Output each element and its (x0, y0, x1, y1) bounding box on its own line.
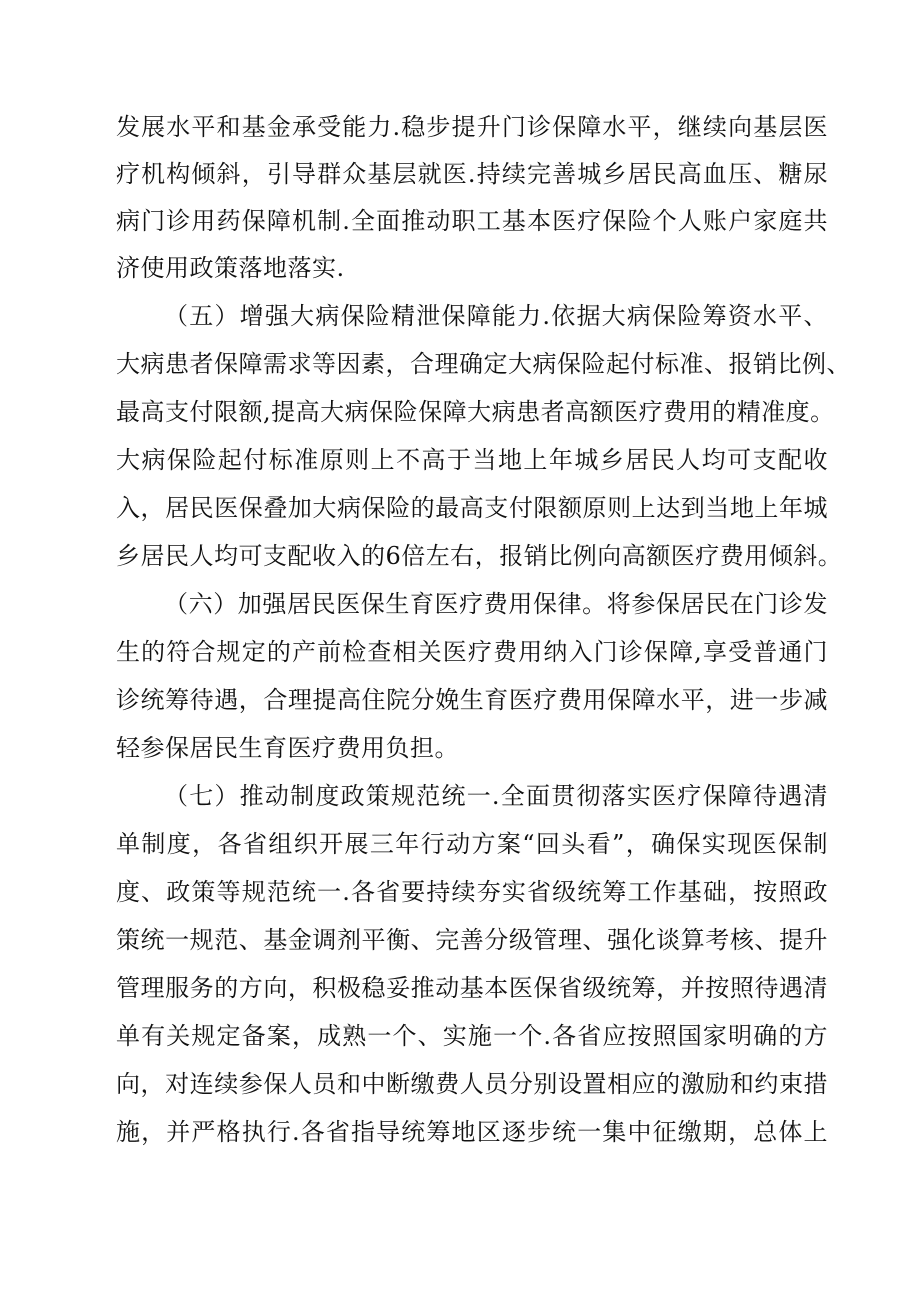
text-line: 策统一规范、基金调剂平衡、完善分级管理、强化谈算考核、提升 (116, 926, 828, 954)
text-line: 入，居民医保叠加大病保险的最高支付限额原则上达到当地上年城 (116, 494, 828, 522)
text-line: 管理服务的方向，积极稳妥推动基本医保省级统筹，并按照待遇清 (116, 974, 828, 1002)
text-line: 疗机构倾斜，引导群众基层就医.持续完善城乡居民高血压、糖尿 (116, 160, 828, 188)
text-line: 大病患者保障需求等因素，合理确定大病保险起付标准、报销比例、 (116, 350, 851, 378)
text-line: 向，对连续参保人员和中断缴费人员分别设置相应的激励和约束措 (116, 1070, 828, 1098)
text-line: 轻参保居民生育医疗费用负担。 (116, 734, 459, 762)
text-line: 生的符合规定的产前检查相关医疗费用纳入门诊保障,享受普通门 (116, 638, 828, 666)
text-line: 病门诊用药保障机制.全面推动职工基本医疗保险个人账户家庭共 (116, 207, 828, 235)
text-line: 单制度，各省组织开展三年行动方案“回头看”，确保实现医保制 (116, 830, 828, 858)
text-line: 大病保险起付标准原则上不高于当地上年城乡居民人均可支配收 (116, 446, 828, 474)
text-line: 发展水平和基金承受能力.稳步提升门诊保障水平，继续向基层医 (116, 113, 828, 141)
text-line: 乡居民人均可支配收入的6倍左右，报销比例向高额医疗费用倾斜。 (116, 542, 843, 570)
paragraph-6-heading-line: （六）加强居民医保生育医疗费用保律。将参保居民在门诊发 (164, 590, 828, 618)
text-line: 单有关规定备案，成熟一个、实施一个.各省应按照国家明确的方 (116, 1022, 828, 1050)
text-line: 济使用政策落地落实. (116, 254, 345, 282)
text-line: 度、政策等规范统一.各省要持续夯实省级统筹工作基础，按照政 (116, 878, 828, 906)
text-line: 诊统筹待遇，合理提高住院分娩生育医疗费用保障水平，进一步减 (116, 686, 828, 714)
paragraph-5-heading-line: （五）增强大病保险精泄保障能力.依据大病保险筹资水平、 (164, 302, 828, 330)
paragraph-7-heading-line: （七）推动制度政策规范统一.全面贯彻落实医疗保障待遇清 (164, 782, 828, 810)
text-line: 最高支付限额,提高大病保险保障大病患者高额医疗费用的精准度。 (116, 398, 835, 426)
text-line: 施，并严格执行.各省指导统筹地区逐步统一集中征缴期，总体上 (116, 1118, 828, 1146)
